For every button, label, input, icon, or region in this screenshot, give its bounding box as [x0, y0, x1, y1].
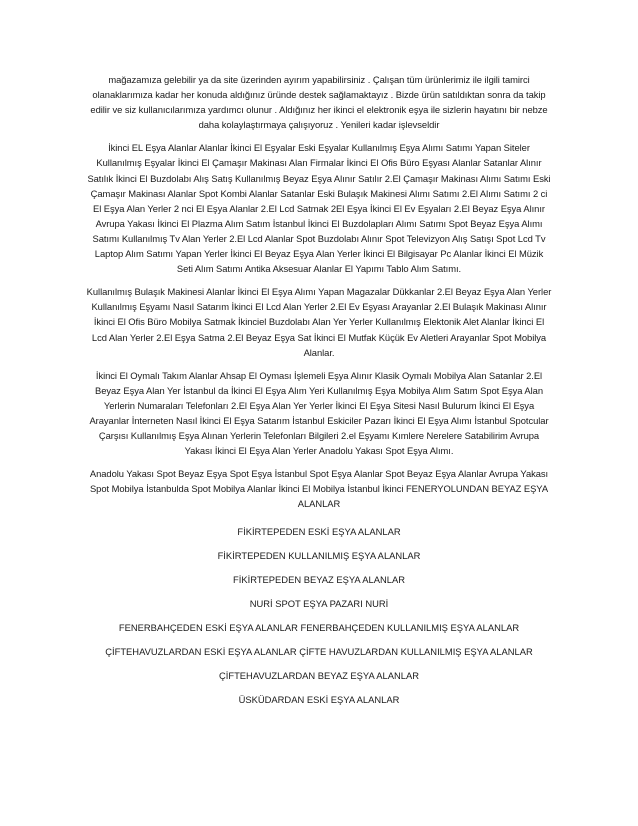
heading-fikirtepe-kullanilmis: FİKİRTEPEDEN KULLANILMIŞ EŞYA ALANLAR [217, 549, 421, 561]
heading-ciftehavuzlar-beyaz: ÇİFTEHAVUZLARDAN BEYAZ EŞYA ALANLAR [218, 669, 420, 681]
body-paragraph-4: Anadolu Yakası Spot Beyaz Eşya Spot Eşya İstanbul Spot Eşya Alanlar Spot Beyaz Eşya Alanlar Avrupa Yakası Spot Mobilya İstanbulda Spot Mobilya Alanlar İkinci El Mobilya İstanbul İkinci FENERYOLUNDAN BEYAZ EŞYA ALANLAR [89, 468, 549, 510]
body-paragraph-1: İkinci EL Eşya Alanlar Alanlar İkinci El Eşyalar Eski Eşyalar Kullanılmış Eşya Alımı Satımı Yapan Siteler Kullanılmış Eşyalar İkinci El Çamaşır Makinası Alan Firmalar İkinci El Ofis Büro Eşyası Alanlar Satanlar Alınır Satılık İkinci El Buzdolabı Alış Satış Kullanılmış Beyaz Eşya Alınır Satılır 2.El Çamaşır Makinası Alımı Satımı Eski Çamaşır Makinası Alanlar Spot Kombi Alanlar Satanlar Eski Bulaşık Makinesi Alımı Satımı 2.El Alımı Satımı 2 ci El Eşya Alan Yerler 2 nci El Eşya Alanlar 2.El Lcd Satmak 2El Eşya İkinci El Ev Eşyaları 2.El Beyaz Eşya Alınır Avrupa Yakası İkinci El Plazma Alım Satım İstanbul İkinci El Buzdolapları Alımı Satımı Spot Beyaz Eşya Alımı Satımı Kullanılmış Tv Alan Yerler 2.El Lcd Alanlar Spot Buzdolabı Alınır Spot Televizyon Alış Satışı Spot Lcd Tv Laptop Alım Satımı Yapan Yerler İkinci El Beyaz Eşya Alan Yerler İkinci El Bilgisayar Pc Alanlar İkinci El Müzik Seti Alım Satımı Antika Aksesuar Alanlar El Yapımı Tablo Alım Satımı. [87, 142, 551, 275]
body-paragraph-3: İkinci El Oymalı Takım Alanlar Ahsap El Oyması İşlemeli Eşya Alınır Klasik Oymalı Mobilya Alan Satanlar 2.El Beyaz Eşya Alan Yer İstanbul da İkinci El Eşya Alım Yeri Kullanılmış Eşya Mobilya Alım Satım Spot Eşya Alan Yerlerin Numaraları Telefonları 2.El Eşya Alan Yer Yerler İkinci El Eşya Sitesi Nasıl Bulurum İkinci El Eşya Arayanlar İnterneten Nasıl İkinci El Eşya Satarım İstanbul Eskiciler Pazarı İkinci El Eşya Alımı İstanbul Spotcular Çarşısı Kullanılmış Eşya Alınan Yerlerin Telefonları Bilgileri 2.el Eşyamı Kımlere Nerelere Satabilirim Avrupa Yakası İkinci El Eşya Alan Yerler Anadolu Yakası Spot Eşya Alımı. [89, 369, 549, 457]
heading-uskudar-eski: ÜSKÜDARDAN ESKİ EŞYA ALANLAR [238, 693, 400, 705]
heading-fikirtepe-eski: FİKİRTEPEDEN ESKİ EŞYA ALANLAR [237, 525, 401, 537]
heading-fenerbahce: FENERBAHÇEDEN ESKİ EŞYA ALANLAR FENERBAHÇEDEN KULLANILMIŞ EŞYA ALANLAR [118, 621, 520, 633]
heading-fikirtepe-beyaz: FİKİRTEPEDEN BEYAZ EŞYA ALANLAR [233, 573, 405, 585]
heading-nuri-spot: NURİ SPOT EŞYA PAZARI NURİ [249, 597, 389, 609]
body-paragraph-2: Kullanılmış Bulaşık Makinesi Alanlar İkinci El Eşya Alımı Yapan Magazalar Dükkanlar 2.El Beyaz Eşya Alan Yerler Kullanılmış Eşyamı Nasıl Satarım İkinci El Lcd Alan Yerler 2.El Ev Eşyası Arayanlar 2.El Bulaşık Makinası Alınır İkinci El Ofis Büro Mobilya Satmak İkinciel Buzdolabı Alan Yer Yerler Kullanılmış Elektonik Alet Alanlar İkinci El Lcd Alan Yerler 2.El Eşya Satma 2.El Beyaz Eşya Sat İkinci El Mutfak Küçük Ev Aletleri Arayanlar Spot Mobilya Alanlar. [86, 286, 552, 358]
intro-paragraph: mağazamıza gelebilir ya da site üzerinden ayırım yapabilirsiniz . Çalışan tüm ürünlerimiz ile ilgili tamirci olanaklarımıza kadar her konuda aldığınız üründe destek sağlamaktayız . Bizde ürün satıldıktan sonra da takip edilir ve siz kullanıcılarımıza yardımcı olunur . Aldığınız her ikinci el elektronik eşya ile sizlerin hayatını bir nebze daha kolaylaştırmaya çalışıyoruz . Yenileri kadar işlevseldir [90, 74, 548, 131]
heading-ciftehavuzlar-eski: ÇİFTEHAVUZLARDAN ESKİ EŞYA ALANLAR ÇİFTE HAVUZLARDAN KULLANILMIŞ EŞYA ALANLAR [105, 645, 533, 657]
